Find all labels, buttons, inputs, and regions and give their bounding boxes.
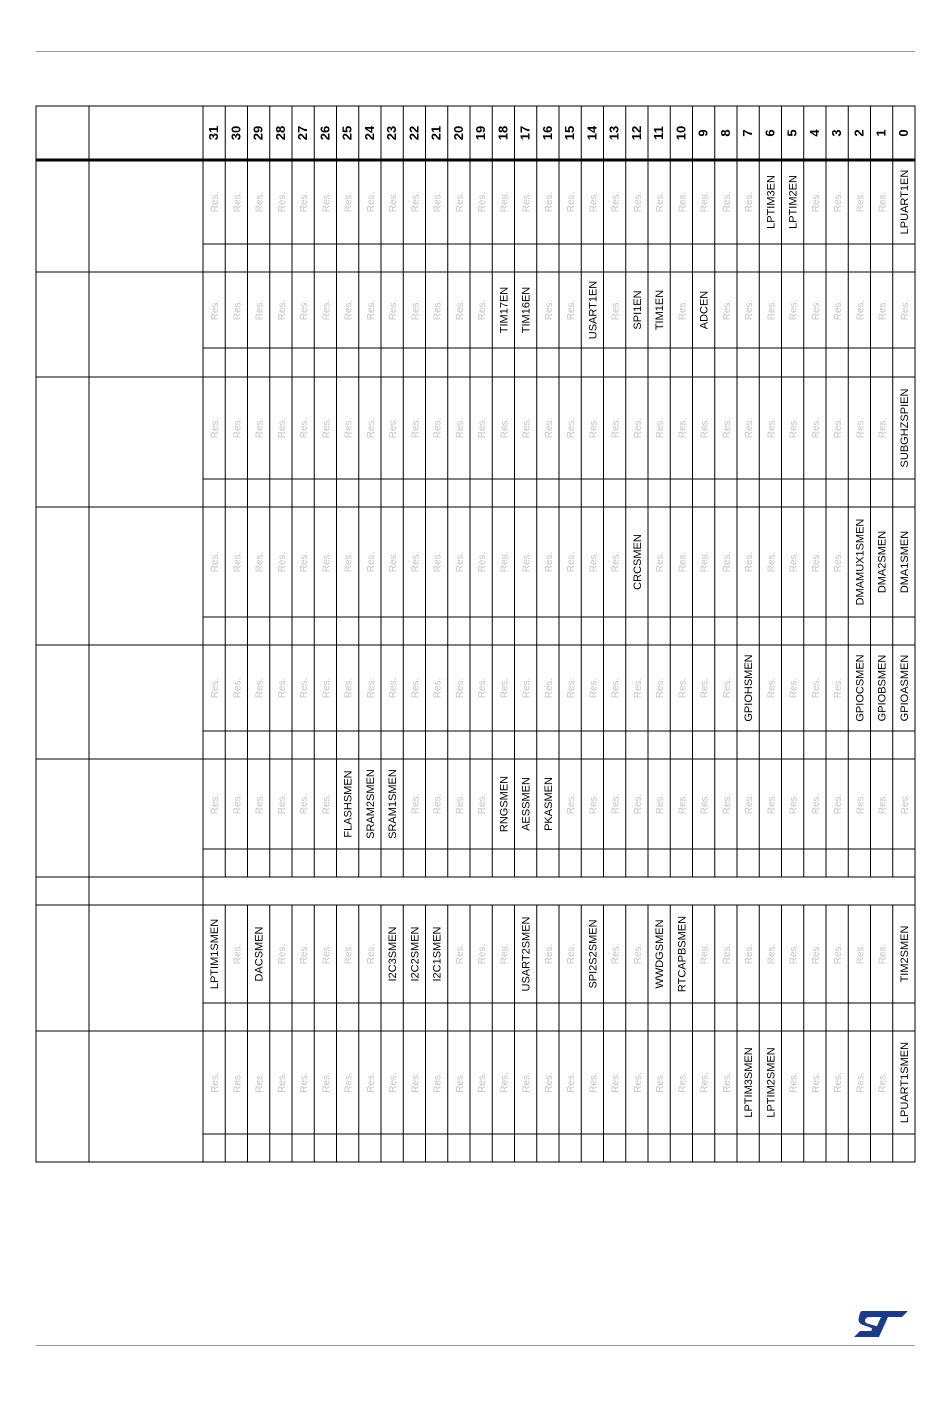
reserved-bit: Res. [232, 1072, 244, 1093]
reserved-bit: Res. [766, 299, 778, 321]
reserved-bit: Res. [210, 1072, 222, 1093]
reserved-bit: Res. [499, 943, 511, 965]
reserved-bit: Res. [632, 943, 644, 965]
reserved-bit: Res. [276, 677, 288, 699]
reserved-bit: Res. [744, 551, 756, 573]
bit-number-0: 0 [895, 129, 911, 137]
reserved-bit: Res. [877, 793, 889, 815]
field-dma1smen: DMA1SMEN [898, 530, 911, 594]
field-tim17en: TIM17EN [498, 286, 511, 334]
reserved-bit: Res. [254, 677, 266, 699]
field-lptim3smen: LPTIM3SMEN [743, 1047, 756, 1118]
reserved-bit: Res. [677, 299, 689, 321]
field-spi1en: SPI1EN [631, 290, 644, 330]
reserved-bit: Res. [810, 943, 822, 965]
reserved-bit: Res. [232, 191, 244, 213]
field-subghzspien: SUBGHZSPIEN [898, 388, 911, 468]
bit-number-30: 30 [228, 125, 244, 141]
reserved-bit: Res. [232, 299, 244, 321]
reserved-bit: Res. [788, 793, 800, 815]
reserved-bit: Res. [788, 299, 800, 321]
reserved-bit: Res. [677, 1072, 689, 1093]
field-rtcapbsmen: RTCAPBSMEN [676, 915, 689, 993]
reserved-bit: Res. [655, 677, 667, 699]
reserved-bit: Res. [454, 1072, 466, 1093]
reserved-bit: Res. [299, 793, 311, 815]
reserved-bit: Res. [744, 793, 756, 815]
reserved-bit: Res. [365, 943, 377, 965]
reserved-bit: Res. [543, 417, 555, 439]
reserved-bit: Res. [632, 793, 644, 815]
reserved-bit: Res. [788, 1072, 800, 1093]
bit-number-9: 9 [695, 129, 711, 137]
reserved-bit: Res. [321, 299, 333, 321]
field-dacsmen: DACSMEN [253, 926, 266, 982]
reserved-bit: Res. [610, 1072, 622, 1093]
field-lpuart1en: LPUART1EN [898, 169, 911, 235]
reserved-bit: Res. [699, 1072, 711, 1093]
reserved-bit: Res. [477, 299, 489, 321]
reserved-bit: Res. [543, 943, 555, 965]
reserved-bit: Res. [766, 677, 778, 699]
reserved-bit: Res. [388, 299, 400, 321]
field-flashsmen: FLASHSMEN [342, 770, 355, 838]
reserved-bit: Res. [810, 191, 822, 213]
reserved-bit: Res. [276, 417, 288, 439]
field-i2c3smen: I2C3SMEN [387, 926, 400, 982]
bit-number-18: 18 [495, 125, 511, 141]
reserved-bit: Res. [254, 191, 266, 213]
reserved-bit: Res. [388, 551, 400, 573]
field-lptim3en: LPTIM3EN [765, 175, 778, 229]
reserved-bit: Res. [521, 1072, 533, 1093]
reserved-bit: Res. [299, 299, 311, 321]
reserved-bit: Res. [810, 677, 822, 699]
reserved-bit: Res. [677, 417, 689, 439]
reserved-bit: Res. [432, 191, 444, 213]
reserved-bit: Res. [721, 191, 733, 213]
reserved-bit: Res. [810, 417, 822, 439]
reserved-bit: Res. [566, 793, 578, 815]
field-dma2smen: DMA2SMEN [876, 530, 889, 594]
reserved-bit: Res. [677, 551, 689, 573]
reserved-bit: Res. [788, 417, 800, 439]
bit-number-20: 20 [450, 125, 466, 141]
reserved-bit: Res. [365, 551, 377, 573]
reserved-bit: Res. [321, 1072, 333, 1093]
reserved-bit: Res. [588, 417, 600, 439]
reserved-bit: Res. [232, 551, 244, 573]
field-adcen: ADCEN [698, 290, 711, 330]
reserved-bit: Res. [321, 551, 333, 573]
reserved-bit: Res. [321, 793, 333, 815]
reserved-bit: Res. [365, 1072, 377, 1093]
field-rngsmen: RNGSMEN [498, 775, 511, 833]
reserved-bit: Res. [699, 417, 711, 439]
reserved-bit: Res. [721, 299, 733, 321]
reserved-bit: Res. [299, 417, 311, 439]
field-i2c2smen: I2C2SMEN [409, 926, 422, 982]
reserved-bit: Res. [766, 943, 778, 965]
reserved-bit: Res. [432, 793, 444, 815]
reserved-bit: Res. [833, 417, 845, 439]
reserved-bit: Res. [521, 677, 533, 699]
reserved-bit: Res. [566, 551, 578, 573]
bit-number-13: 13 [606, 125, 622, 141]
reserved-bit: Res. [899, 793, 911, 815]
reserved-bit: Res. [432, 1072, 444, 1093]
reserved-bit: Res. [432, 677, 444, 699]
reserved-bit: Res. [699, 551, 711, 573]
bit-number-16: 16 [539, 125, 555, 141]
reserved-bit: Res. [299, 1072, 311, 1093]
reserved-bit: Res. [877, 943, 889, 965]
reserved-bit: Res. [343, 417, 355, 439]
reserved-bit: Res. [521, 417, 533, 439]
reserved-bit: Res. [210, 191, 222, 213]
reserved-bit: Res. [655, 1072, 667, 1093]
reserved-bit: Res. [877, 191, 889, 213]
bit-number-11: 11 [651, 126, 667, 140]
reserved-bit: Res. [588, 1072, 600, 1093]
bit-number-6: 6 [762, 129, 778, 137]
reserved-bit: Res. [677, 677, 689, 699]
field-lpuart1smen: LPUART1SMEN [898, 1041, 911, 1124]
reserved-bit: Res. [833, 793, 845, 815]
bit-number-28: 28 [272, 125, 288, 141]
reserved-bit: Res. [566, 191, 578, 213]
reserved-bit: Res. [343, 943, 355, 965]
reserved-bit: Res. [899, 299, 911, 321]
reserved-bit: Res. [365, 299, 377, 321]
reserved-bit: Res. [343, 191, 355, 213]
reserved-bit: Res. [410, 677, 422, 699]
reserved-bit: Res. [721, 417, 733, 439]
reserved-bit: Res. [810, 551, 822, 573]
reserved-bit: Res. [744, 191, 756, 213]
reserved-bit: Res. [454, 191, 466, 213]
bit-number-26: 26 [317, 125, 333, 141]
field-gpioasmen: GPIOASMEN [898, 654, 911, 722]
reserved-bit: Res. [388, 191, 400, 213]
reserved-bit: Res. [610, 677, 622, 699]
reserved-bit: Res. [477, 793, 489, 815]
reserved-bit: Res. [454, 551, 466, 573]
field-sram2smen: SRAM2SMEN [364, 769, 377, 839]
reserved-bit: Res. [477, 677, 489, 699]
reserved-bit: Res. [810, 793, 822, 815]
reserved-bit: Res. [699, 191, 711, 213]
reserved-bit: Res. [543, 191, 555, 213]
reserved-bit: Res. [410, 417, 422, 439]
reserved-bit: Res. [788, 677, 800, 699]
field-lptim2en: LPTIM2EN [787, 175, 800, 229]
reserved-bit: Res. [454, 943, 466, 965]
reserved-bit: Res. [788, 551, 800, 573]
bit-number-10: 10 [673, 125, 689, 141]
reserved-bit: Res. [410, 299, 422, 321]
bit-number-4: 4 [806, 129, 822, 137]
reserved-bit: Res. [610, 417, 622, 439]
reserved-bit: Res. [855, 191, 867, 213]
reserved-bit: Res. [655, 793, 667, 815]
reserved-bit: Res. [833, 299, 845, 321]
reserved-bit: Res. [343, 299, 355, 321]
field-spi2s2smen: SPI2S2SMEN [587, 919, 600, 989]
reserved-bit: Res. [477, 943, 489, 965]
reserved-bit: Res. [610, 551, 622, 573]
reserved-bit: Res. [543, 1072, 555, 1093]
reserved-bit: Res. [276, 299, 288, 321]
reserved-bit: Res. [699, 677, 711, 699]
reserved-bit: Res. [766, 417, 778, 439]
reserved-bit: Res. [655, 191, 667, 213]
reserved-bit: Res. [766, 551, 778, 573]
reserved-bit: Res. [632, 677, 644, 699]
reserved-bit: Res. [566, 677, 578, 699]
reserved-bit: Res. [721, 677, 733, 699]
reserved-bit: Res. [321, 943, 333, 965]
reserved-bit: Res. [744, 943, 756, 965]
reserved-bit: Res. [321, 191, 333, 213]
reserved-bit: Res. [566, 943, 578, 965]
reserved-bit: Res. [588, 191, 600, 213]
reserved-bit: Res. [499, 551, 511, 573]
field-usart2smen: USART2SMEN [520, 916, 533, 992]
field-lptim1smen: LPTIM1SMEN [209, 918, 222, 990]
bit-number-5: 5 [784, 129, 800, 137]
reserved-bit: Res. [744, 417, 756, 439]
reserved-bit: Res. [543, 677, 555, 699]
reserved-bit: Res. [321, 677, 333, 699]
st-logo [852, 1309, 910, 1339]
reserved-bit: Res. [232, 943, 244, 965]
reserved-bit: Res. [210, 299, 222, 321]
field-tim2smen: TIM2SMEN [898, 925, 911, 983]
reserved-bit: Res. [499, 677, 511, 699]
bit-number-8: 8 [717, 129, 733, 137]
reserved-bit: Res. [432, 417, 444, 439]
field-gpiocsmen: GPIOCSMEN [854, 654, 867, 722]
reserved-bit: Res. [365, 417, 377, 439]
reserved-bit: Res. [855, 299, 867, 321]
reserved-bit: Res. [833, 943, 845, 965]
bottom-rule [36, 1345, 915, 1346]
reserved-bit: Res. [210, 417, 222, 439]
field-tim16en: TIM16EN [520, 286, 533, 334]
bit-number-3: 3 [829, 129, 845, 137]
reserved-bit: Res. [254, 793, 266, 815]
bit-number-27: 27 [295, 125, 311, 141]
reserved-bit: Res. [721, 1072, 733, 1093]
reserved-bit: Res. [699, 943, 711, 965]
reserved-bit: Res. [855, 793, 867, 815]
bit-number-12: 12 [628, 125, 644, 141]
reserved-bit: Res. [788, 943, 800, 965]
reserved-bit: Res. [610, 191, 622, 213]
reserved-bit: Res. [454, 299, 466, 321]
reserved-bit: Res. [299, 943, 311, 965]
reserved-bit: Res. [655, 551, 667, 573]
reserved-bit: Res. [588, 551, 600, 573]
reserved-bit: Res. [833, 551, 845, 573]
reserved-bit: Res. [833, 191, 845, 213]
reserved-bit: Res. [477, 417, 489, 439]
reserved-bit: Res. [610, 943, 622, 965]
field-lptim2smen: LPTIM2SMEN [765, 1047, 778, 1118]
reserved-bit: Res. [388, 1072, 400, 1093]
reserved-bit: Res. [276, 943, 288, 965]
field-gpiobsmen: GPIOBSMEN [876, 654, 889, 722]
reserved-bit: Res. [721, 551, 733, 573]
reserved-bit: Res. [721, 793, 733, 815]
reserved-bit: Res. [877, 1072, 889, 1093]
reserved-bit: Res. [810, 1072, 822, 1093]
reserved-bit: Res. [454, 417, 466, 439]
reserved-bit: Res. [210, 793, 222, 815]
reserved-bit: Res. [343, 551, 355, 573]
reserved-bit: Res. [410, 551, 422, 573]
bit-number-29: 29 [250, 125, 266, 141]
reserved-bit: Res. [610, 299, 622, 321]
reserved-bit: Res. [388, 417, 400, 439]
reserved-bit: Res. [276, 793, 288, 815]
reserved-bit: Res. [766, 793, 778, 815]
reserved-bit: Res. [543, 551, 555, 573]
field-crcsmen: CRCSMEN [631, 534, 644, 590]
reserved-bit: Res. [210, 677, 222, 699]
reserved-bit: Res. [677, 793, 689, 815]
field-sram1smen: SRAM1SMEN [387, 769, 400, 839]
bit-number-2: 2 [851, 129, 867, 137]
reserved-bit: Res. [521, 551, 533, 573]
reserved-bit: Res. [699, 793, 711, 815]
reserved-bit: Res. [254, 417, 266, 439]
reserved-bit: Res. [855, 1072, 867, 1093]
field-wwdgsmen: WWDGSMEN [654, 919, 667, 989]
bit-number-25: 25 [339, 125, 355, 141]
reserved-bit: Res. [655, 417, 667, 439]
reserved-bit: Res. [477, 191, 489, 213]
reserved-bit: Res. [276, 191, 288, 213]
field-pkasmen: PKASMEN [542, 777, 555, 831]
reserved-bit: Res. [232, 417, 244, 439]
bit-number-15: 15 [562, 125, 578, 141]
reserved-bit: Res. [276, 551, 288, 573]
reserved-bit: Res. [432, 551, 444, 573]
bit-number-22: 22 [406, 125, 422, 141]
reserved-bit: Res. [588, 793, 600, 815]
bit-number-7: 7 [740, 129, 756, 137]
reserved-bit: Res. [521, 191, 533, 213]
reserved-bit: Res. [254, 299, 266, 321]
bit-number-19: 19 [473, 125, 489, 141]
bit-number-23: 23 [384, 125, 400, 141]
reserved-bit: Res. [410, 793, 422, 815]
reserved-bit: Res. [410, 1072, 422, 1093]
reserved-bit: Res. [543, 299, 555, 321]
reserved-bit: Res. [254, 551, 266, 573]
reserved-bit: Res. [566, 1072, 578, 1093]
reserved-bit: Res. [499, 191, 511, 213]
reserved-bit: Res. [477, 551, 489, 573]
reserved-bit: Res. [744, 299, 756, 321]
bit-number-21: 21 [428, 125, 444, 141]
bit-number-31: 31 [206, 125, 222, 141]
reserved-bit: Res. [343, 1072, 355, 1093]
reserved-bit: Res. [232, 677, 244, 699]
field-usart1en: USART1EN [587, 280, 600, 340]
reserved-bit: Res. [632, 1072, 644, 1093]
field-gpiohsmen: GPIOHSMEN [743, 654, 756, 722]
reserved-bit: Res. [610, 793, 622, 815]
reserved-bit: Res. [454, 677, 466, 699]
reserved-bit: Res. [299, 677, 311, 699]
reserved-bit: Res. [477, 1072, 489, 1093]
reserved-bit: Res. [566, 417, 578, 439]
reserved-bit: Res. [566, 299, 578, 321]
field-aessmen: AESSMEN [520, 777, 533, 831]
reserved-bit: Res. [276, 1072, 288, 1093]
reserved-bit: Res. [588, 677, 600, 699]
reserved-bit: Res. [210, 551, 222, 573]
reserved-bit: Res. [833, 677, 845, 699]
field-tim1en: TIM1EN [654, 289, 667, 331]
reserved-bit: Res. [877, 417, 889, 439]
reserved-bit: Res. [677, 191, 689, 213]
bit-number-14: 14 [584, 125, 600, 141]
reserved-bit: Res. [321, 417, 333, 439]
reserved-bit: Res. [454, 793, 466, 815]
bit-number-24: 24 [361, 125, 377, 141]
reserved-bit: Res. [254, 1072, 266, 1093]
field-i2c1smen: I2C1SMEN [431, 926, 444, 982]
reserved-bit: Res. [299, 551, 311, 573]
reserved-bit: Res. [855, 943, 867, 965]
reserved-bit: Res. [365, 191, 377, 213]
bit-number-17: 17 [517, 125, 533, 141]
reserved-bit: Res. [388, 677, 400, 699]
reserved-bit: Res. [432, 299, 444, 321]
reserved-bit: Res. [343, 677, 355, 699]
reserved-bit: Res. [410, 191, 422, 213]
reserved-bit: Res. [632, 417, 644, 439]
reserved-bit: Res. [855, 417, 867, 439]
reserved-bit: Res. [721, 943, 733, 965]
reserved-bit: Res. [632, 191, 644, 213]
reserved-bit: Res. [299, 191, 311, 213]
reserved-bit: Res. [833, 1072, 845, 1093]
reserved-bit: Res. [365, 677, 377, 699]
reserved-bit: Res. [877, 299, 889, 321]
reserved-bit: Res. [499, 417, 511, 439]
reserved-bit: Res. [499, 1072, 511, 1093]
reserved-bit: Res. [232, 793, 244, 815]
reserved-bit: Res. [810, 299, 822, 321]
bit-number-1: 1 [873, 129, 889, 137]
field-dmamux1smen: DMAMUX1SMEN [854, 518, 867, 606]
